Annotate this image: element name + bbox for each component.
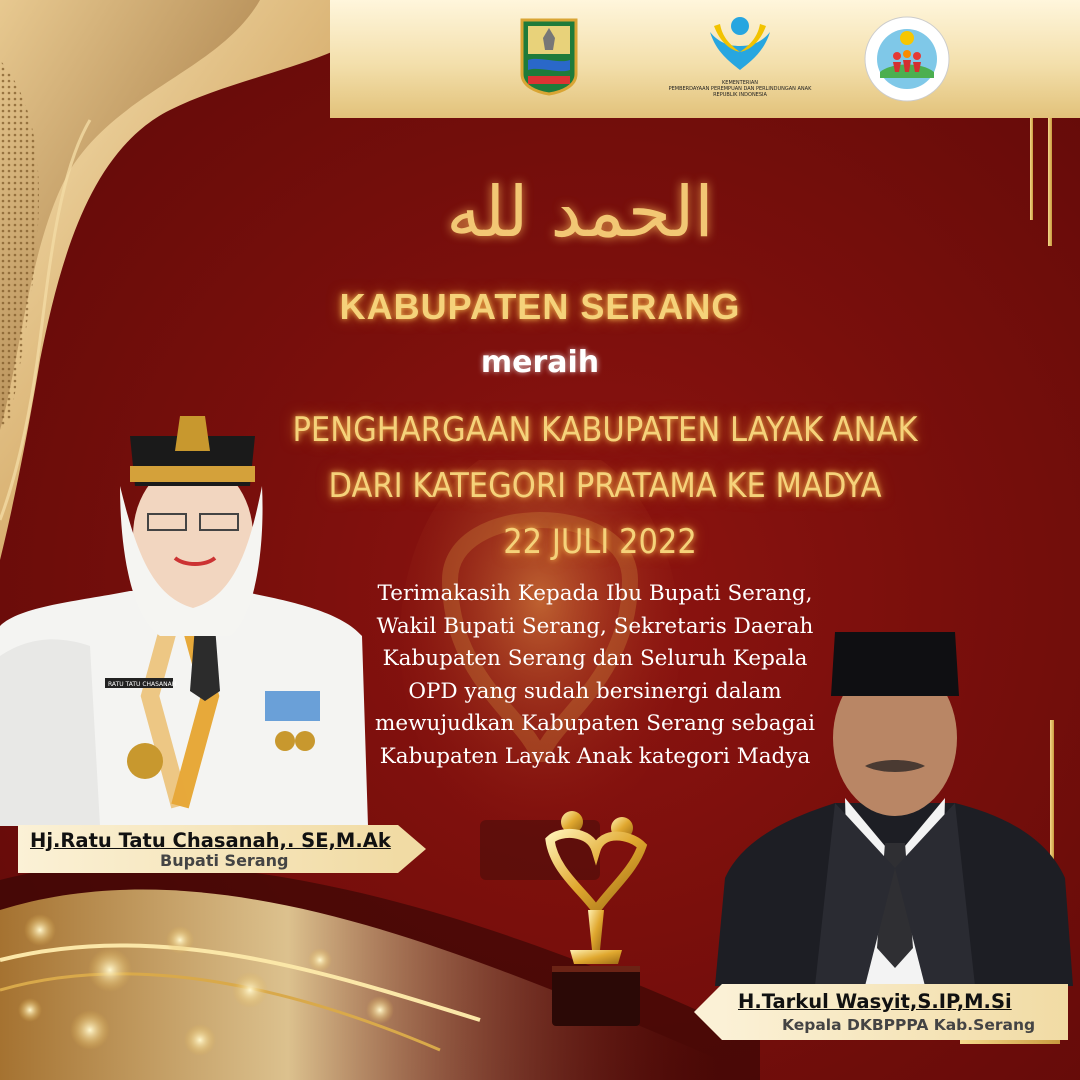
bupati-name: Hj.Ratu Tatu Chasanah,. SE,M.Ak [30, 829, 391, 852]
bupati-title: Bupati Serang [160, 851, 289, 870]
thanks-line: Wakil Bupati Serang, Sekretaris Daerah [376, 613, 814, 639]
thanks-line: mewujudkan Kabupaten Serang sebagai [374, 711, 816, 736]
uniform-name-tag: RATU TATU CHASANAH [108, 681, 177, 688]
kepala-dinas-portrait [715, 618, 1075, 986]
ministry-logo-icon [706, 12, 774, 74]
thanks-line: Kabupaten Serang dan Seluruh Kepala [382, 646, 808, 671]
county-title: KABUPATEN SERANG [339, 286, 741, 327]
award-title-line-1: PENGHARGAAN KABUPATEN LAYAK ANAK [292, 410, 918, 450]
logo-banner [330, 0, 1080, 118]
thanks-line: Terimakasih Kepada Ibu Bupati Serang, [377, 581, 813, 606]
ministry-caption-3: REPUBLIK INDONESIA [713, 92, 767, 98]
thanks-line: OPD yang sudah bersinergi dalam [408, 678, 782, 704]
serang-regency-emblem [518, 16, 580, 96]
award-title-line-2: DARI KATEGORI PRATAMA KE MADYA [328, 466, 882, 506]
alhamdulillah-calligraphy: الحمد لله [446, 171, 714, 253]
trophy-icon [530, 800, 660, 1040]
nameplate-arrow-right [694, 984, 722, 1040]
kabupaten-layak-anak-logo [862, 14, 952, 104]
ministry-caption-1: KEMENTERIAN [722, 80, 758, 86]
kepala-dinas-nameplate [722, 984, 1068, 1040]
kepala-dinas-title: Kepala DKBPPPA Kab.Serang [782, 1016, 1036, 1034]
nameplate-arrow [398, 825, 426, 873]
kepala-dinas-name: H.Tarkul Wasyit,S.IP,M.Si [738, 990, 1012, 1013]
ministry-caption-2: PEMBERDAYAAN PEREMPUAN DAN PERLINDUNGAN ANAK [668, 86, 812, 92]
thanks-line: Kabupaten Layak Anak kategori Madya [379, 743, 811, 769]
bupati-portrait [0, 396, 370, 826]
award-date: 22 JULI 2022 [503, 522, 697, 562]
achieved-label: meraih [480, 345, 600, 380]
bupati-nameplate [18, 825, 398, 873]
frame-line-bottom [960, 1040, 1060, 1044]
